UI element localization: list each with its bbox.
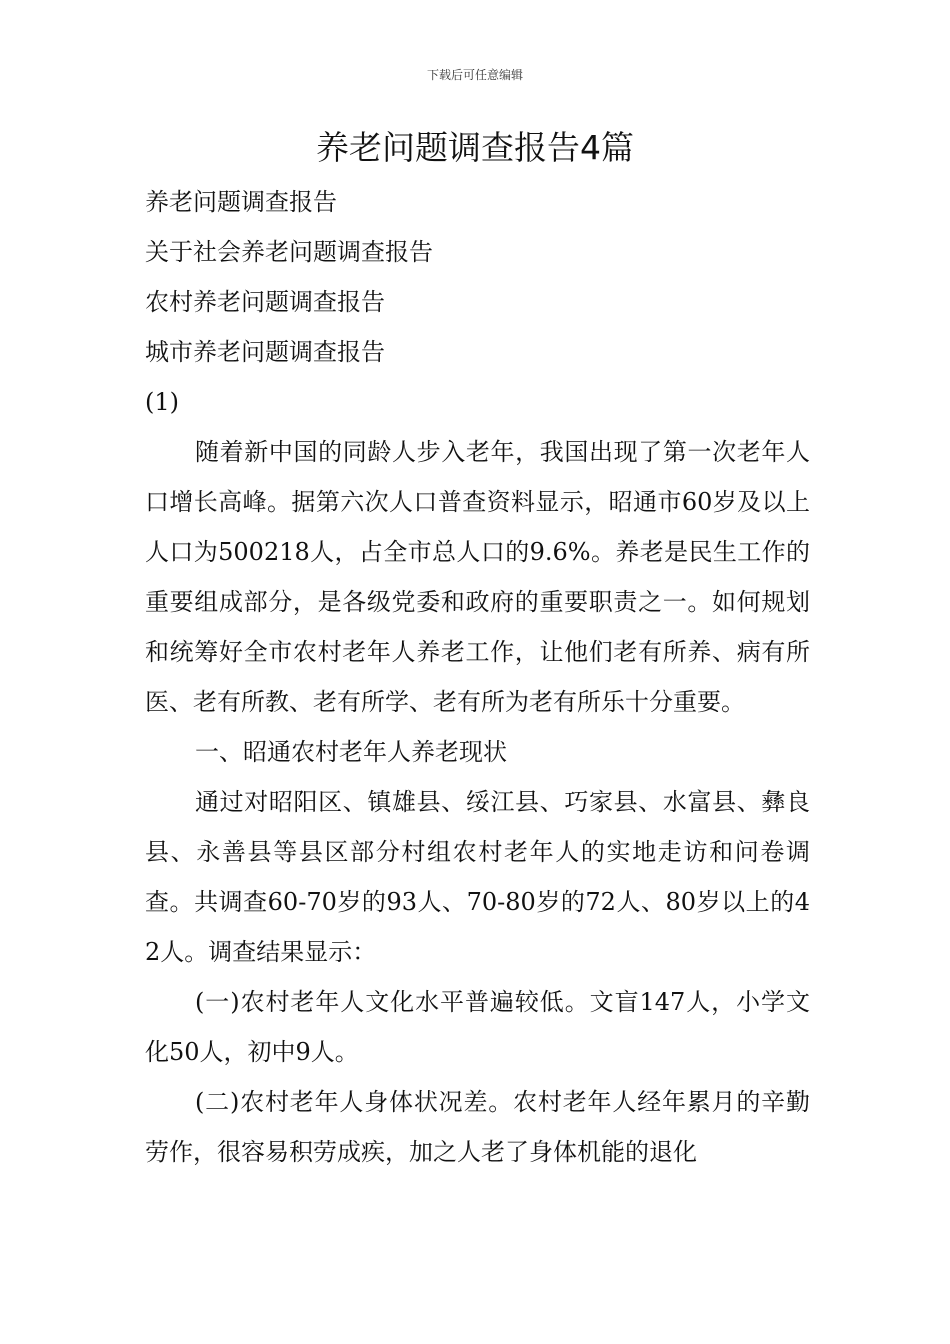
section-number: (1) xyxy=(145,388,179,416)
table-of-contents xyxy=(145,177,815,427)
toc-item: 农村养老问题调查报告 xyxy=(145,288,385,316)
toc-item: 关于社会养老问题调查报告 xyxy=(145,238,433,266)
section-heading: 一、昭通农村老年人养老现状 xyxy=(195,738,507,766)
paragraph-intro: 随着新中国的同龄人步入老年，我国出现了第一次老年人口增长高峰。据第六次人口普查资料显示，昭通市60岁及以上人口为500218人，占全市总人口的9.6%。养老是民生工作的重要组成部分，是各级党委和政府的重要职责之一。如何规划和统筹好全市农村老年人养老工作，让他们老有所养、病有所医、老有所教、老有所学、老有所为老有所乐十分重要。 xyxy=(145,438,810,716)
header-note: 下载后可任意编辑 xyxy=(426,68,523,82)
paragraph-education: (一)农村老年人文化水平普遍较低。文盲147人，小学文化50人，初中9人。 xyxy=(145,988,810,1066)
paragraph-survey: 通过对昭阳区、镇雄县、绥江县、巧家县、水富县、彝良县、永善县等县区部分村组农村老年人的实地走访和问卷调查。共调查60-70岁的93人、70-80岁的72人、80岁以上的42人。调查结果显示： xyxy=(145,788,810,966)
toc-item: 养老问题调查报告 xyxy=(145,188,337,216)
page-title: 养老问题调查报告4篇 xyxy=(316,128,634,167)
paragraph-health: (二)农村老年人身体状况差。农村老年人经年累月的辛勤劳作，很容易积劳成疾，加之人老了身体机能的退化 xyxy=(145,1088,810,1166)
toc-item: 城市养老问题调查报告 xyxy=(145,338,385,366)
body-text xyxy=(145,427,810,1177)
